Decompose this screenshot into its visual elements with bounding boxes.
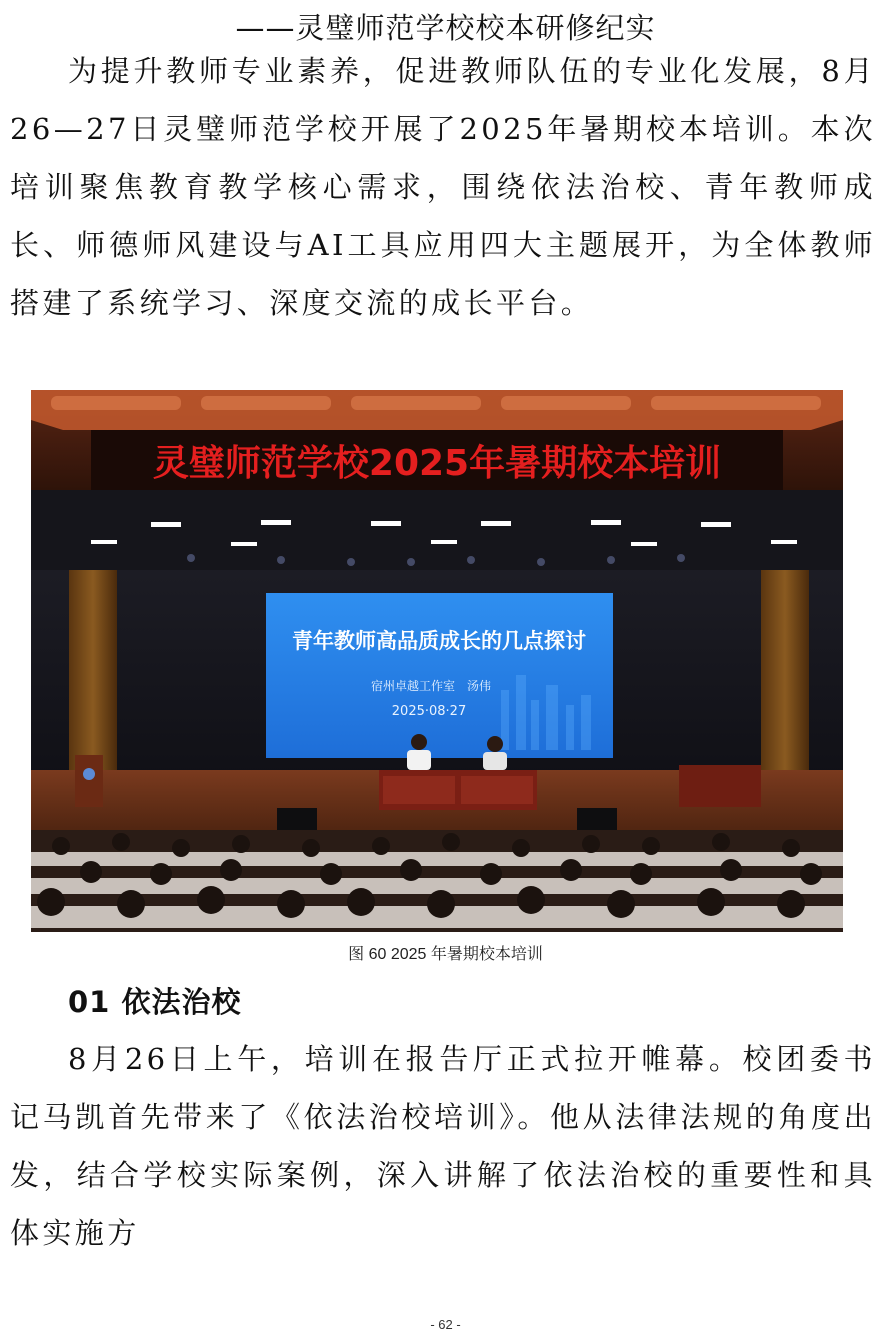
intro-paragraph: 为提升教师专业素养，促进教师队伍的专业化发展，8月26—27日灵璧师范学校开展了2025年暑期校本培训。本次培训聚焦教育教学核心需求，围绕依法治校、青年教师成长、师德师风建设与AI工具应用四大主题展开，为全体教师搭建了系统学习、深度交流的成长平台。 (10, 54, 876, 320)
page-number: - 62 - (430, 1317, 461, 1332)
auditorium-illustration (31, 390, 843, 932)
section-heading: 01 依法治校 (68, 985, 242, 1019)
screen-presenter: 宿州卓越工作室 汤伟 (370, 679, 492, 693)
screen-title: 青年教师高品质成长的几点探讨 (292, 629, 586, 653)
training-photo (31, 390, 843, 932)
screen-date: 2025·08·27 (391, 704, 467, 719)
figure-caption: 图 60 2025 年暑期校本培训 (348, 946, 543, 963)
subtitle: ——灵璧师范学校校本研修纪实 (235, 11, 656, 45)
section-paragraph: 8月26日上午，培训在报告厅正式拉开帷幕。校团委书记马凯首先带来了《依法治校培训》。他从法律法规的角度出发，结合学校实际案例，深入讲解了依法治校的重要性和具体实施方 (10, 1042, 876, 1250)
banner-text: 灵璧师范学校2025年暑期校本培训 (152, 443, 722, 484)
